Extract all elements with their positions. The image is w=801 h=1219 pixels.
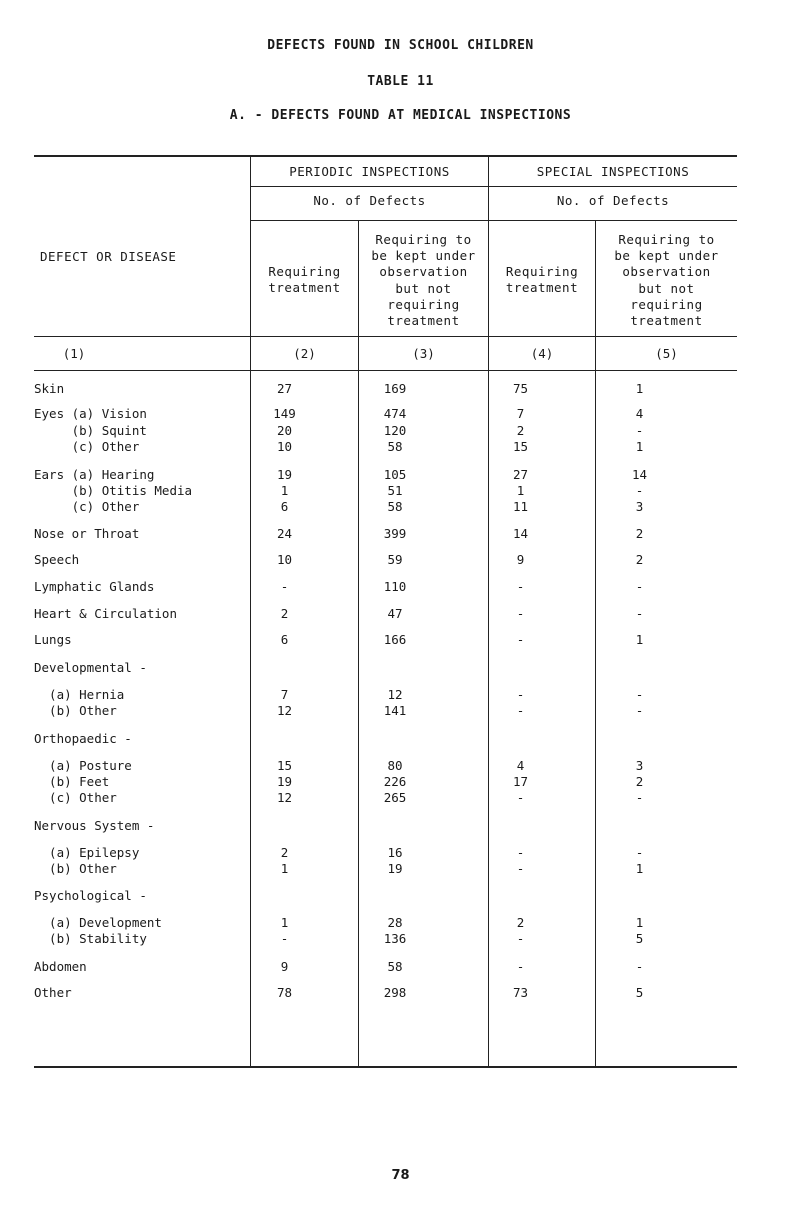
row-label: (b) Other: [34, 703, 117, 718]
table-cell: 78: [276, 985, 293, 1000]
table-cell: 11: [512, 499, 529, 514]
page-number: 78: [391, 1168, 410, 1183]
table-cell: 9: [280, 959, 289, 974]
table-cell: 1: [280, 861, 289, 876]
row-label: Lymphatic Glands: [34, 579, 155, 594]
table-cell: 3: [635, 758, 644, 773]
row-label: Developmental -: [34, 660, 147, 675]
table-cell: 2: [516, 915, 525, 930]
special-requiring-treatment: Requiring treatment: [505, 264, 579, 296]
table-cell: 27: [276, 381, 293, 396]
table-cell: -: [635, 703, 644, 718]
colnum-bottom-rule: [34, 370, 737, 371]
table-cell: 298: [383, 985, 407, 1000]
table-cell: 6: [280, 632, 289, 647]
table-cell: 12: [387, 687, 403, 702]
table-cell: 73: [512, 985, 529, 1000]
table-cell: 51: [387, 483, 403, 498]
table-cell: 58: [387, 959, 403, 974]
table-cell: 1: [635, 381, 644, 396]
document-title: DEFECTS FOUND IN SCHOOL CHILDREN: [267, 38, 534, 53]
table-cell: 19: [387, 861, 403, 876]
table-cell: 4: [635, 406, 644, 421]
table-cell: 474: [383, 406, 407, 421]
table-cell: 166: [383, 632, 407, 647]
table-cell: 2: [516, 423, 525, 438]
row-label: Other: [34, 985, 72, 1000]
table-cell: 1: [635, 439, 644, 454]
table-cell: -: [635, 579, 644, 594]
row-label: (a) Posture: [34, 758, 132, 773]
table-cell: -: [516, 861, 525, 876]
table-cell: 4: [516, 758, 525, 773]
column-number-1: (1): [62, 346, 86, 361]
table-cell: 5: [635, 931, 644, 946]
table-cell: -: [635, 687, 644, 702]
table-cell: 58: [387, 439, 403, 454]
table-cell: 120: [383, 423, 407, 438]
table-cell: 141: [383, 703, 407, 718]
table-cell: 24: [276, 526, 293, 541]
table-cell: 15: [276, 758, 293, 773]
subheader-rule: [250, 186, 737, 187]
row-label: Nervous System -: [34, 818, 155, 833]
row-label: (a) Epilepsy: [34, 845, 140, 860]
row-label: (b) Otitis Media: [34, 483, 193, 498]
table-number: TABLE 11: [367, 74, 434, 89]
column-number-2: (2): [293, 346, 316, 361]
table-cell: -: [635, 423, 644, 438]
table-cell: -: [635, 790, 644, 805]
row-label: (c) Other: [34, 439, 140, 454]
table-cell: 75: [512, 381, 529, 396]
row-header: DEFECT OR DISEASE: [40, 249, 177, 264]
table-cell: 1: [280, 915, 289, 930]
table-cell: 136: [383, 931, 407, 946]
column-number-4: (4): [530, 346, 554, 361]
table-cell: 1: [280, 483, 289, 498]
table-cell: 3: [635, 499, 644, 514]
subheader-bottom-rule: [250, 220, 737, 221]
row-label: Nose or Throat: [34, 526, 140, 541]
table-cell: 20: [276, 423, 293, 438]
table-cell: 10: [276, 439, 293, 454]
table-cell: 169: [383, 381, 407, 396]
table-cell: -: [516, 687, 525, 702]
periodic-no-of-defects: No. of Defects: [313, 193, 426, 208]
periodic-inspections-header: PERIODIC INSPECTIONS: [289, 164, 450, 179]
row-label: (b) Stability: [34, 931, 147, 946]
table-cell: -: [516, 790, 525, 805]
row-label: (b) Squint: [34, 423, 147, 438]
table-cell: 17: [512, 774, 529, 789]
periodic-observation: Requiring to be kept under observation but not requiring treatment: [371, 232, 476, 329]
table-cell: 58: [387, 499, 403, 514]
row-label: (c) Other: [34, 790, 117, 805]
table-cell: 14: [512, 526, 529, 541]
table-cell: 27: [512, 467, 529, 482]
table-cell: -: [516, 845, 525, 860]
table-cell: 1: [635, 915, 644, 930]
table-cell: -: [635, 959, 644, 974]
table-cell: 19: [276, 467, 293, 482]
special-observation: Requiring to be kept under observation but not requiring treatment: [614, 232, 719, 329]
table-cell: 1: [635, 632, 644, 647]
table-cell: -: [516, 606, 525, 621]
row-label: (a) Development: [34, 915, 162, 930]
table-cell: 2: [635, 774, 644, 789]
row-label: (b) Feet: [34, 774, 110, 789]
table-cell: 2: [280, 606, 289, 621]
table-cell: 19: [276, 774, 293, 789]
table-cell: -: [635, 483, 644, 498]
table-cell: -: [516, 632, 525, 647]
table-cell: 10: [276, 552, 293, 567]
special-no-of-defects: No. of Defects: [556, 193, 670, 208]
table-bottom-rule: [34, 1066, 737, 1068]
table-cell: 7: [516, 406, 525, 421]
table-cell: 12: [276, 703, 293, 718]
row-label: Skin: [34, 381, 65, 396]
table-cell: 226: [383, 774, 407, 789]
special-inspections-header: SPECIAL INSPECTIONS: [536, 164, 690, 179]
table-cell: 110: [383, 579, 407, 594]
table-cell: -: [280, 931, 289, 946]
row-label: Ears (a) Hearing: [34, 467, 155, 482]
table-cell: 1: [516, 483, 525, 498]
table-cell: 12: [276, 790, 293, 805]
table-cell: -: [635, 845, 644, 860]
table-cell: 265: [383, 790, 407, 805]
table-cell: 59: [387, 552, 403, 567]
row-label: Heart & Circulation: [34, 606, 177, 621]
row-label: Eyes (a) Vision: [34, 406, 147, 421]
row-label: (c) Other: [34, 499, 140, 514]
column-number-5: (5): [655, 346, 678, 361]
column-number-3: (3): [412, 346, 435, 361]
row-label: Speech: [34, 552, 80, 567]
table-cell: -: [516, 579, 525, 594]
row-label: (b) Other: [34, 861, 117, 876]
table-cell: 15: [512, 439, 529, 454]
table-top-rule: [34, 155, 737, 157]
row-label: (a) Hernia: [34, 687, 125, 702]
table-cell: 6: [280, 499, 289, 514]
table-cell: 5: [635, 985, 644, 1000]
section-title: A. - DEFECTS FOUND AT MEDICAL INSPECTIONS: [229, 108, 572, 123]
table-cell: -: [516, 703, 525, 718]
table-cell: 9: [516, 552, 525, 567]
table-cell: -: [516, 959, 525, 974]
row-label: Abdomen: [34, 959, 87, 974]
table-cell: 14: [631, 467, 648, 482]
table-cell: 2: [280, 845, 289, 860]
header-bottom-rule: [34, 336, 737, 337]
table-cell: 2: [635, 526, 644, 541]
table-cell: 7: [280, 687, 289, 702]
table-cell: 149: [273, 406, 296, 421]
periodic-requiring-treatment: Requiring treatment: [268, 264, 341, 296]
table-cell: 28: [387, 915, 403, 930]
table-cell: 2: [635, 552, 644, 567]
table-cell: 399: [383, 526, 407, 541]
row-label: Psychological -: [34, 888, 147, 903]
table-cell: -: [516, 931, 525, 946]
row-label: Lungs: [34, 632, 72, 647]
table-cell: -: [280, 579, 289, 594]
table-cell: 47: [387, 606, 403, 621]
table-cell: 16: [387, 845, 403, 860]
row-label: Orthopaedic -: [34, 731, 132, 746]
table-cell: 80: [387, 758, 403, 773]
table-cell: 105: [383, 467, 407, 482]
table-cell: 1: [635, 861, 644, 876]
table-cell: -: [635, 606, 644, 621]
